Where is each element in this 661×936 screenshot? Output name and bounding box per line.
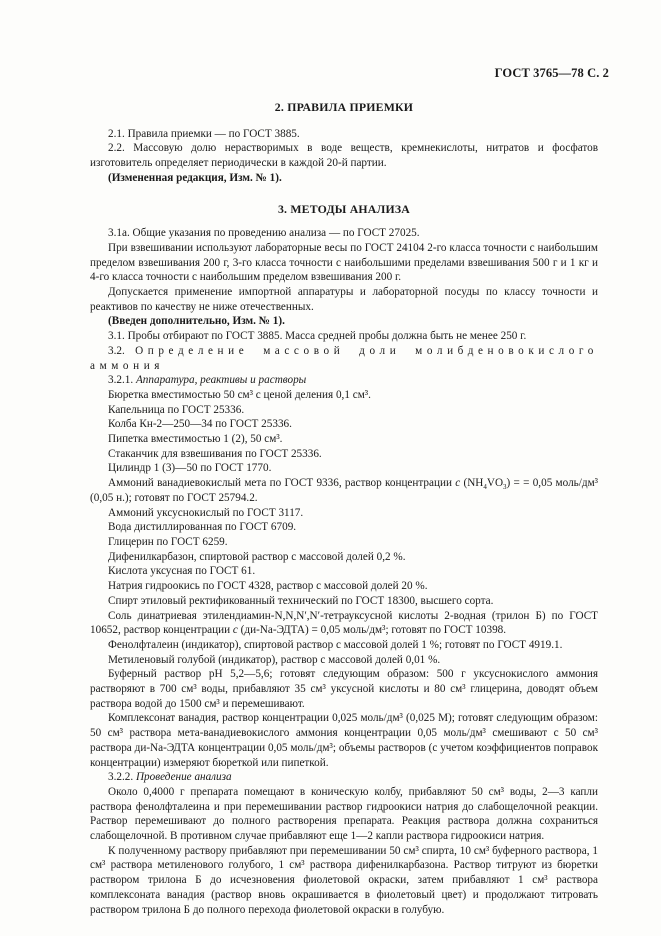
paragraph-buffer: Буферный раствор pH 5,2—5,6; готовят следующим образом: 500 г уксуснокислого аммония растворяют в 700 см³ воды, прибавляют 35 см³ уксусной кислоты и 80 см³ глицерина, доводят объем раствора водой до 1500 см³ и перемешивают.	[90, 668, 598, 710]
list-item: Натрия гидроокись по ГОСТ 4328, раствор с массовой долей 20 %.	[108, 580, 428, 593]
clause-3-2-1-title: Аппаратура, реактивы и растворы	[135, 374, 307, 387]
list-item: Пипетка вместимостью 1 (2), 50 см³.	[108, 433, 283, 446]
list-item: Аммоний уксуснокислый по ГОСТ 3117.	[108, 506, 304, 519]
paragraph-weighing: При взвешивании используют лабораторные весы по ГОСТ 24104 2-го класса точности с наибольшим пределом взвешивания 200 г, 3-го класса точности с наибольшими пределами взвешивания 500 г и 1 кг и 4-го класса точности с наибольшим пределом взвешивания 200 г.	[90, 241, 598, 284]
clause-number: 3.2.2.	[108, 771, 134, 784]
section-2-title: 2. ПРАВИЛА ПРИЕМКИ	[274, 100, 414, 114]
paragraph-vanadate	[90, 476, 598, 505]
text-run: (ди-Na-ЭДТА) = 0,05 моль/дм³; готовят по ГОСТ 10398.	[240, 624, 507, 637]
variable-c: c	[455, 477, 461, 490]
introduced-note: (Введен дополнительно, Изм. № 1).	[108, 315, 285, 328]
paragraph-phenolphthalein: Фенолфталеин (индикатор), спиртовой раствор с массовой долей 1 %; готовят по ГОСТ 4919.1.	[108, 638, 563, 651]
list-item: Кислота уксусная по ГОСТ 61.	[108, 565, 256, 578]
paragraph-methylene-blue: Метиленовый голубой (индикатор), раствор с массовой долей 0,01 %.	[108, 653, 441, 666]
paragraph-3-1a: 3.1а. Общие указания по проведению анализа — по ГОСТ 27025.	[108, 227, 420, 240]
paragraph-trilon	[90, 609, 598, 638]
paragraph-analysis-2: К полученному раствору прибавляют при перемешивании 50 см³ спирта, 10 см³ буферного раствора, 1 см³ раствора метиленового голубого, 1 см³ раствора дифенилкарбазона. Раствор титруют из бюретки раствором трилона Б до исчезновения фиолетовой окраски, затем прибавляют 1 см³ раствора комплексоната ванадия (раствор вновь окрашивается в фиолетовый цвет) и продолжают титровать раствором трилона Б до полного перехода фиолетовой окраски в голубую.	[90, 844, 598, 916]
list-item: Капельница по ГОСТ 25336.	[108, 403, 245, 416]
list-item: Вода дистиллированная по ГОСТ 6709.	[108, 521, 297, 534]
paragraph-3-2-2	[90, 770, 598, 785]
paragraph-2-2: 2.2. Массовую долю нерастворимых в воде веществ, кремнекислоты, нитратов и фосфатов изготовитель определяет периодически в каждой 20-й партии.	[90, 142, 598, 170]
subscript: 3	[503, 483, 507, 492]
paragraph-2-1: 2.1. Правила приемки — по ГОСТ 3885.	[108, 127, 300, 140]
paragraph-3-1: 3.1. Пробы отбирают по ГОСТ 3885. Масса средней пробы должна быть не менее 250 г.	[108, 330, 527, 343]
clause-number: 3.2.	[108, 344, 125, 357]
list-item: Бюретка вместимостью 50 см³ с ценой деления 0,1 см³.	[108, 388, 371, 401]
paragraph-3-2-1	[90, 373, 598, 388]
list-item: Стаканчик для взвешивания по ГОСТ 25336.	[108, 447, 322, 460]
text-run: ) = = 0,05 моль/дм³ (0,05 н.); готовят по ГОСТ 25794.2.	[90, 477, 599, 504]
paragraph-complexonate: Комплексонат ванадия, раствор концентрации 0,025 моль/дм³ (0,025 М); готовят следующим образом: 50 см³ раствора мета-ванадиевокислого аммония концентрации 0,05 моль/дм³ смешивают с 50 см³ раствора ди-Na-ЭДТА концентрации 0,05 моль/дм³; объемы растворов (с учетом коэффициентов поправок концентрации) измеряют бюреткой или пипеткой.	[90, 712, 598, 769]
variable-c: c	[232, 624, 238, 637]
list-item: Колба Кн-2—250—34 по ГОСТ 25336.	[108, 418, 292, 431]
list-item: Спирт этиловый ректификованный технический по ГОСТ 18300, высшего сорта.	[108, 594, 494, 607]
list-item: Дифенилкарбазон, спиртовой раствор с массовой долей 0,2 %.	[108, 550, 406, 563]
text-run: Соль динатриевая этилендиамин-N,N,N′,N′-тетрауксусной кислоты 2-водная (трилон Б) по ГОСТ 10652, раствор концентрации	[90, 609, 598, 637]
text-run: Аммоний ванадиевокислый мета по ГОСТ 9336, раствор концентрации	[108, 477, 452, 490]
page-content	[90, 96, 598, 917]
clause-number: 3.2.1.	[108, 374, 134, 387]
subscript: 4	[483, 483, 487, 492]
document-header: ГОСТ 3765—78 С. 2	[494, 66, 609, 80]
amendment-note: (Измененная редакция, Изм. № 1).	[108, 171, 282, 184]
clause-3-2-title: Определение массовой доли молибденовокислого аммония	[90, 344, 598, 372]
section-3-title: 3. МЕТОДЫ АНАЛИЗА	[277, 201, 411, 216]
text-run: (NH	[463, 477, 484, 490]
list-item: Глицерин по ГОСТ 6259.	[108, 535, 228, 548]
text-run: VO	[486, 477, 504, 490]
paragraph-analysis-1: Около 0,4000 г препарата помещают в коническую колбу, прибавляют 50 см³ воды, 2—3 капли раствора фенолфталеина и при перемешивании раствор гидроокиси натрия до слабощелочной реакции. Раствор перемешивают до полного растворения препарата. Реакция раствора должна сохраниться слабощелочной. В противном случае прибавляют еще 1—2 капли раствора гидроокиси натрия.	[90, 785, 598, 843]
list-item: Цилиндр 1 (3)—50 по ГОСТ 1770.	[108, 462, 272, 475]
paragraph-3-2	[90, 344, 598, 373]
paragraph-import: Допускается применение импортной аппаратуры и лабораторной посуды по классу точности и реактивов по качеству не ниже отечественных.	[90, 286, 598, 313]
clause-3-2-2-title: Проведение анализа	[135, 771, 232, 784]
